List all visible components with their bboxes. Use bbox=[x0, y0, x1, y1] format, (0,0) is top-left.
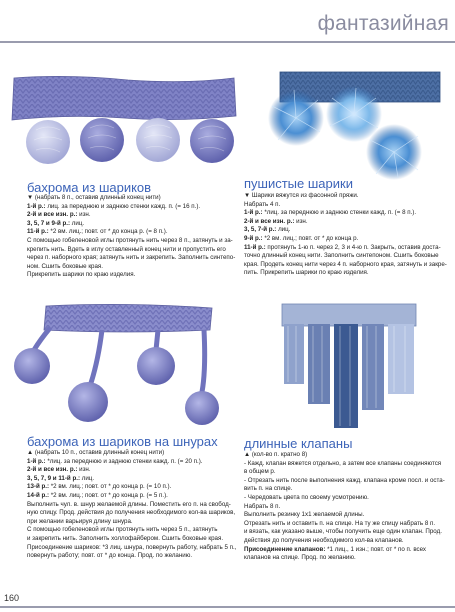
instruction-line: 1-й р.: лиц. за переднюю и заднюю стенки кажд. п. (= 16 п.). bbox=[27, 202, 201, 210]
page-number: 160 bbox=[4, 593, 20, 603]
cord-balls-illustration bbox=[6, 300, 224, 428]
instructions-balls bbox=[27, 194, 239, 280]
instruction-line: 3, 5, 7-й р.: лиц. bbox=[244, 226, 291, 234]
instruction-line: Выполнить чул. в. шнур желаемой длины. Поместить его п. на свобод- bbox=[27, 500, 231, 508]
cord-ball-3 bbox=[137, 347, 175, 385]
ball-fringe-illustration bbox=[8, 74, 240, 174]
page-header bbox=[0, 0, 455, 44]
instruction-line: 11-й р.: протянуть 1-ю п. через 2, 3 и 4-ю п. Закрыть, оставив доста- bbox=[244, 243, 441, 251]
instruction-line: действия до получения необходимого кол-ва клапанов. bbox=[244, 536, 404, 544]
instruction-line: Присоединение клапанов: *1 лиц., 1 изн.; повт. от * по п. всех bbox=[244, 545, 427, 553]
section-title-fluffy: пушистые шарики bbox=[244, 176, 353, 191]
long-flaps-illustration bbox=[278, 302, 418, 432]
instruction-line: 2-й и все изн. р.: изн. bbox=[27, 466, 91, 474]
instruction-line: 2-й и все изн. р.: изн. bbox=[244, 217, 308, 225]
instruction-line: Выполнить резинку 1х1 желаемой длины. bbox=[244, 511, 365, 519]
instruction-line: пить. Прикрепить шарики по краю изделия. bbox=[244, 269, 369, 277]
cord-ball-2 bbox=[68, 382, 108, 422]
instruction-line: 13-й р.: *2 вм. лиц.; повт. от * до конца р. (= 10 п.). bbox=[27, 483, 172, 491]
flap-2 bbox=[308, 324, 330, 404]
instruction-line: и вязать, как указано выше, чтобы получить еще один клапан. Прод. bbox=[244, 528, 442, 536]
instruction-line: ▼ Шарики вяжутся из фасонной пряжи. bbox=[244, 192, 359, 199]
header-title: фантазийная bbox=[317, 12, 449, 35]
instructions-cords bbox=[27, 449, 239, 561]
header-rule bbox=[0, 41, 455, 43]
instruction-line: 3, 5, 7, 9 и 11-й р.: лиц. bbox=[27, 474, 95, 482]
flap-3 bbox=[334, 324, 358, 428]
instruction-line: Присоединение шариков: *3 лиц. шнура, повернуть работу, набрать 5 п., bbox=[27, 543, 237, 551]
flap-5 bbox=[388, 324, 414, 394]
instruction-line: - Кажд. клапан вяжется отдельно, а затем все клапаны соединяются bbox=[244, 459, 442, 467]
instruction-line: ▲ (кол-во п. кратно 8) bbox=[244, 451, 308, 458]
section-title-flaps: длинные клапаны bbox=[244, 436, 353, 451]
instruction-line: через п. наборного края; затянуть нить и закрепить. Заполнить синтепо- bbox=[27, 254, 236, 262]
instruction-line: ном. Сшить боковые края. bbox=[27, 262, 103, 270]
instruction-line: повернуть работу; повт. от * до конца. Прод. по желанию. bbox=[27, 552, 193, 560]
instruction-line: 9-й р.: *2 вм. лиц.; повт. от * до конца р. bbox=[244, 234, 359, 242]
instruction-line: крепить нить. Вдеть в иглу оставленный конец нити и пропустить его bbox=[27, 245, 226, 253]
instruction-line: Отрезать нить и оставить п. на спице. На ту же спицу набрать 8 п. bbox=[244, 519, 436, 527]
instruction-line: 3, 5, 7 и 9-й р.: лиц. bbox=[27, 219, 85, 227]
instructions-fluffy bbox=[244, 192, 450, 278]
section-title-balls: бахрома из шариков bbox=[27, 180, 152, 195]
instruction-line: 14-й р.: *2 вм. лиц.; повт. от * до конца р. (= 5 п.). bbox=[27, 491, 168, 499]
instruction-line: С помощью гобеленовой иглы протянуть нить через 5 п., затянуть bbox=[27, 526, 218, 534]
instruction-line: 1-й р.: *лиц. за переднюю и заднюю стенки кажд. п. (= 8 п.). bbox=[244, 209, 417, 217]
instruction-line: Набрать 8 п. bbox=[244, 502, 281, 510]
instruction-line: вить п. на спице. bbox=[244, 485, 293, 493]
instruction-line: в общем р. bbox=[244, 468, 276, 476]
instruction-line: точно длинный конец нити. Заполнить синтепоном. Сшить боковые bbox=[244, 252, 439, 260]
instruction-line: Набрать 4 п. bbox=[244, 200, 281, 208]
instruction-line: С помощью гобеленовой иглы протянуть нить через 8 п., затянуть и за- bbox=[27, 236, 233, 244]
section-title-cords: бахрома из шариков на шнурах bbox=[27, 434, 218, 449]
footer-rule bbox=[0, 606, 455, 608]
instruction-line: при желании варьируя длину шнура. bbox=[27, 517, 133, 525]
fluffy-balls-illustration bbox=[248, 70, 444, 192]
instruction-line: - Чередовать цвета по своему усмотрению. bbox=[244, 493, 369, 501]
flap-4 bbox=[362, 324, 384, 410]
instruction-line: 1-й р.: *лиц. за переднюю и заднюю стенки кажд. п. (= 20 п.). bbox=[27, 457, 203, 465]
instruction-line: - Отрезать нить после выполнения кажд. клапана кроме посл. и оста- bbox=[244, 476, 445, 484]
instruction-line: ▲ (набрать 10 п., оставив длинный конец нити) bbox=[27, 449, 165, 456]
cord-ball-1 bbox=[14, 348, 50, 384]
instruction-line: клапанов на спице. Прод. по желанию. bbox=[244, 554, 356, 562]
instruction-line: 2-й и все изн. р.: изн. bbox=[27, 211, 91, 219]
flaps-band bbox=[282, 304, 416, 326]
instruction-line: края. Продеть конец нити через 4 п. наборного края, затянуть и закре- bbox=[244, 260, 447, 268]
instruction-line: ▼ (набрать 8 п., оставив длинный конец нити) bbox=[27, 194, 161, 201]
cord-ball-4 bbox=[185, 391, 219, 425]
instruction-line: Прикрепить шарики по краю изделия. bbox=[27, 271, 136, 279]
instruction-line: ную спицу. Прод. действия до получения необходимого кол-ва шариков, bbox=[27, 509, 236, 517]
instruction-line: 11-й р.: *2 вм. лиц.; повт. от * до конца р. (= 8 п.). bbox=[27, 228, 168, 236]
instruction-line: и закрепить нить. Заполнить холлофайбером. Сшить боковые края. bbox=[27, 534, 224, 542]
instructions-flaps bbox=[244, 451, 452, 563]
